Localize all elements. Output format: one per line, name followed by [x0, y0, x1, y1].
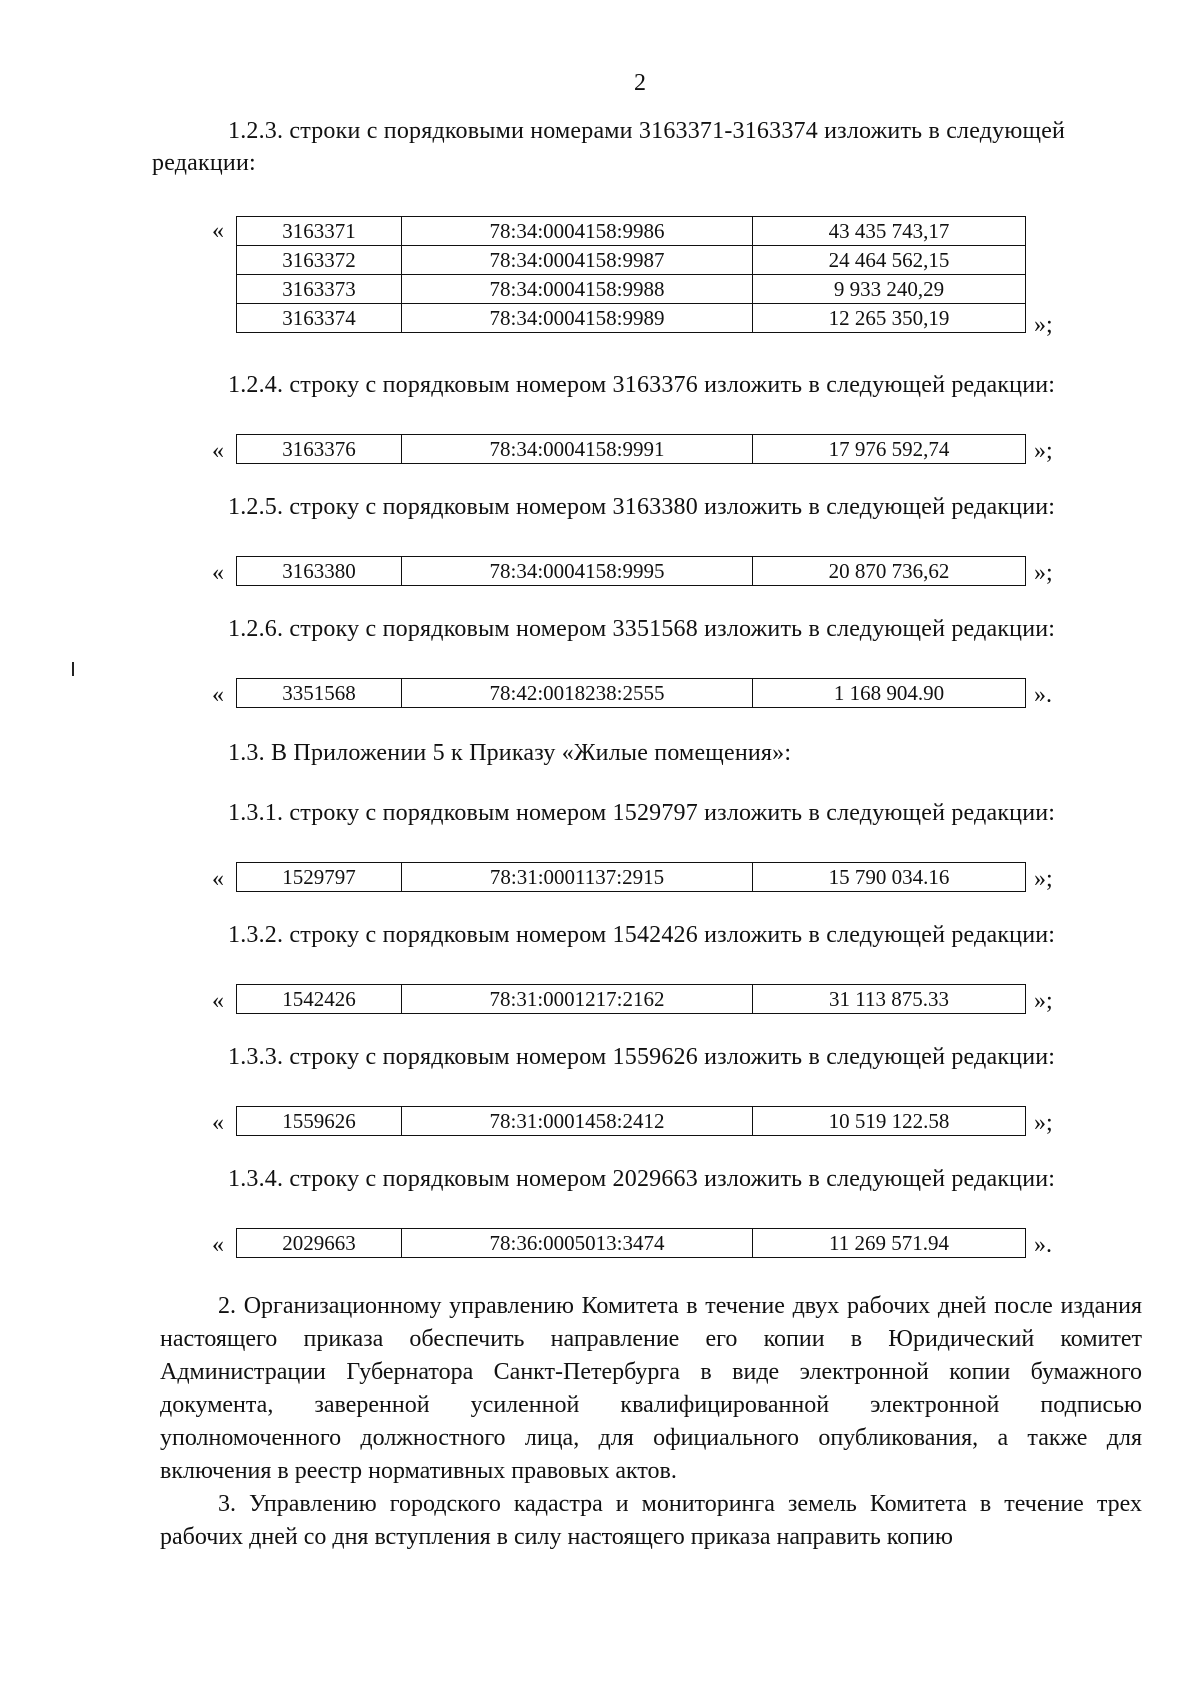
paragraph-3: 3. Управлению городского кадастра и мониторинга земель Комитета в течение трех рабочих дней со дня вступления в силу настоящего приказа направить копию: [160, 1491, 1142, 1550]
row-number-cell: 3163371: [237, 217, 402, 246]
close-quote: »;: [1034, 560, 1053, 586]
row-number-cell: 3163373: [237, 275, 402, 304]
open-quote: «: [212, 682, 224, 708]
cadastral-number-cell: 78:34:0004158:9995: [402, 557, 753, 586]
table-row: [237, 985, 1026, 1014]
cadastral-number-cell: 78:31:0001137:2915: [402, 863, 753, 892]
table-row: [237, 1107, 1026, 1136]
data-table: [236, 216, 1026, 333]
section-heading: 1.2.6. строку с порядковым номером 3351568 изложить в следующей редакции:: [228, 616, 1056, 642]
data-table: [236, 1106, 1026, 1136]
cadastral-number-cell: 78:34:0004158:9988: [402, 275, 753, 304]
value-cell: 1 168 904.90: [753, 679, 1026, 708]
cadastral-number-cell: 78:42:0018238:2555: [402, 679, 753, 708]
row-number-cell: 2029663: [237, 1229, 402, 1258]
close-quote: »;: [1034, 866, 1053, 892]
value-cell: 10 519 122.58: [753, 1107, 1026, 1136]
cadastral-number-cell: 78:31:0001217:2162: [402, 985, 753, 1014]
open-quote: «: [212, 438, 224, 464]
section-heading: 1.2.5. строку с порядковым номером 3163380 изложить в следующей редакции:: [228, 494, 1056, 520]
section-heading: 1.2.3. строки с порядковыми номерами 3163371-3163374 изложить в следующей: [228, 118, 1066, 144]
section-heading: 1.2.4. строку с порядковым номером 3163376 изложить в следующей редакции:: [228, 372, 1056, 398]
data-table: [236, 862, 1026, 892]
close-quote: »;: [1034, 438, 1053, 464]
section-heading: 1.3.2. строку с порядковым номером 1542426 изложить в следующей редакции:: [228, 922, 1056, 948]
open-quote: «: [212, 866, 224, 892]
table-row: [237, 557, 1026, 586]
value-cell: 12 265 350,19: [753, 304, 1026, 333]
section-heading-continuation: редакции:: [152, 150, 256, 176]
row-number-cell: 1559626: [237, 1107, 402, 1136]
row-number-cell: 1542426: [237, 985, 402, 1014]
open-quote: «: [212, 1110, 224, 1136]
open-quote: «: [212, 218, 224, 244]
table-row: [237, 246, 1026, 275]
cadastral-number-cell: 78:34:0004158:9989: [402, 304, 753, 333]
data-table: [236, 984, 1026, 1014]
close-quote: »;: [1034, 1110, 1053, 1136]
open-quote: «: [212, 1232, 224, 1258]
page-number: 2: [634, 70, 646, 96]
cadastral-number-cell: 78:34:0004158:9986: [402, 217, 753, 246]
section-heading: 1.3. В Приложении 5 к Приказу «Жилые помещения»:: [228, 740, 792, 766]
section-heading: 1.3.3. строку с порядковым номером 1559626 изложить в следующей редакции:: [228, 1044, 1056, 1070]
paragraph-2: 2. Организационному управлению Комитета в течение двух рабочих дней после издания настоящего приказа обеспечить направление его копии в Юридический комитет Администрации Губернатора Санкт-Петербурга в виде электронной копии бумажного документа, заверенной усиленной квалифицированной электронной подписью уполномоченного должностного лица, для официального опубликования, а также для включения в реестр нормативных правовых актов.: [160, 1293, 1142, 1484]
row-number-cell: 3163372: [237, 246, 402, 275]
close-quote: »;: [1034, 312, 1053, 338]
open-quote: «: [212, 560, 224, 586]
table-row: [237, 435, 1026, 464]
cadastral-number-cell: 78:31:0001458:2412: [402, 1107, 753, 1136]
row-number-cell: 3163376: [237, 435, 402, 464]
section-heading: 1.3.4. строку с порядковым номером 2029663 изложить в следующей редакции:: [228, 1166, 1056, 1192]
close-quote: »;: [1034, 988, 1053, 1014]
row-number-cell: 3351568: [237, 679, 402, 708]
cadastral-number-cell: 78:34:0004158:9991: [402, 435, 753, 464]
cadastral-number-cell: 78:36:0005013:3474: [402, 1229, 753, 1258]
data-table: [236, 434, 1026, 464]
value-cell: 9 933 240,29: [753, 275, 1026, 304]
value-cell: 20 870 736,62: [753, 557, 1026, 586]
table-row: [237, 217, 1026, 246]
table-row: [237, 863, 1026, 892]
value-cell: 31 113 875.33: [753, 985, 1026, 1014]
value-cell: 11 269 571.94: [753, 1229, 1026, 1258]
value-cell: 17 976 592,74: [753, 435, 1026, 464]
cadastral-number-cell: 78:34:0004158:9987: [402, 246, 753, 275]
value-cell: 15 790 034.16: [753, 863, 1026, 892]
table-row: [237, 679, 1026, 708]
row-number-cell: 3163374: [237, 304, 402, 333]
row-number-cell: 3163380: [237, 557, 402, 586]
table-row: [237, 1229, 1026, 1258]
value-cell: 24 464 562,15: [753, 246, 1026, 275]
data-table: [236, 556, 1026, 586]
table-row: [237, 275, 1026, 304]
margin-mark: [72, 662, 74, 676]
section-heading: 1.3.1. строку с порядковым номером 1529797 изложить в следующей редакции:: [228, 800, 1056, 826]
table-row: [237, 304, 1026, 333]
row-number-cell: 1529797: [237, 863, 402, 892]
close-quote: ».: [1034, 1232, 1052, 1258]
data-table: [236, 678, 1026, 708]
close-quote: ».: [1034, 682, 1052, 708]
open-quote: «: [212, 988, 224, 1014]
data-table: [236, 1228, 1026, 1258]
value-cell: 43 435 743,17: [753, 217, 1026, 246]
